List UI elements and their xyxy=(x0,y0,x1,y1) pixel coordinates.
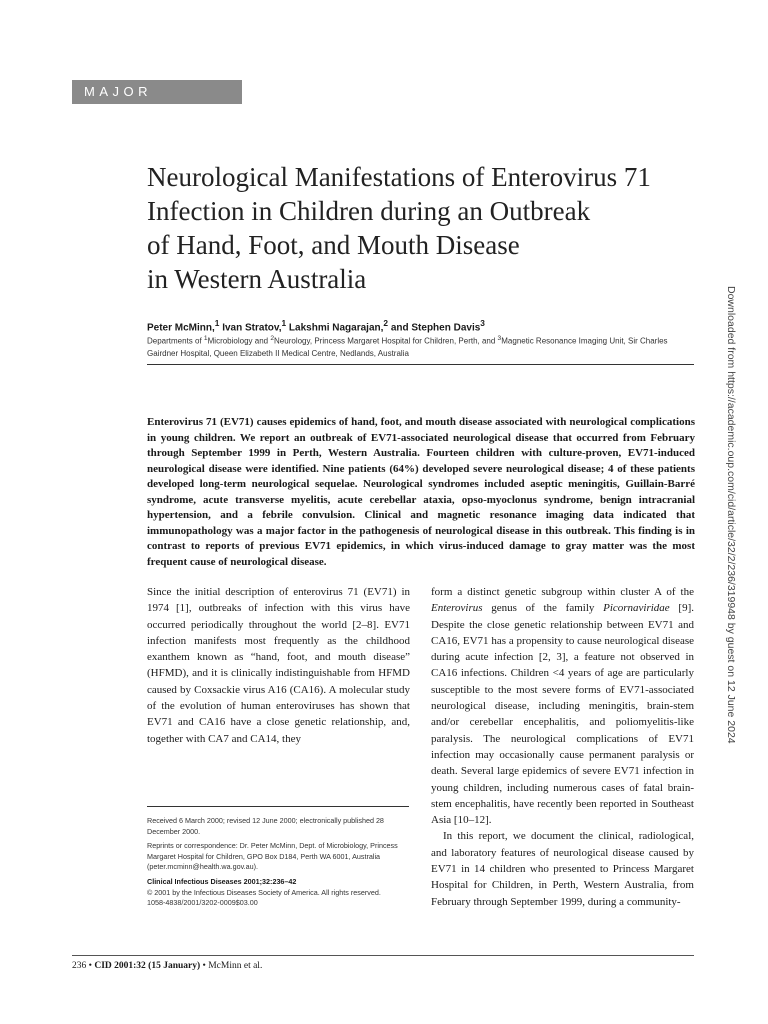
running-footer xyxy=(72,961,262,971)
footer-divider xyxy=(72,955,694,956)
author-name: and Stephen Davis xyxy=(388,322,481,334)
author-affiliation-mark: 1 xyxy=(281,318,287,328)
affiliation-text: Magnetic Resonance Imaging Unit, Sir Charles Gairdner Hospital, Queen Elizabeth II Medical Centre, Nedlands, Australia xyxy=(147,336,668,359)
body-paragraph: In this report, we document the clinical, radiological, and laboratory features of neurological disease caused by EV71 in 14 children who presented to Princess Margaret Hospital for Children, in Perth, Western Australia, from February through September 1999, during a community- xyxy=(431,830,694,908)
body-text: [9]. Despite the close genetic relationship between EV71 and CA16, EV71 has a propensity to cause neurological disease during acute infection [2, 3], a feature not observed in CA16 infections. Children <4 years of age are particularly susceptible to the most severe forms of EV71-associated neurological disease, including meningitis, brain-stem and/or cerebellar encephalitis, and poliomyelitis-like paralysis. The neurological complications of EV71 infection may occasionally cause permanent paralysis or death. Several large epidemics of severe EV71 infection in young children, including numerous cases of fatal brain-stem encephalitis, have recently been reported in Southeast Asia [10–12]. xyxy=(431,602,694,827)
body-paragraph: Since the initial description of enterovirus 71 (EV71) in 1974 [1], outbreaks of infection with this virus have occurred periodically throughout the world [2–8]. EV71 infection manifests most frequently as the childhood exanthem known as “hand, foot, and mouth disease” (HFMD), and it is clinically indistinguishable from HFMD caused by Coxsackie virus A16 (CA16). A molecular study of the evolution of human enteroviruses has shown that EV71 and CA16 have a close genetic relationship, and, together with CA7 and CA14, they xyxy=(147,586,410,745)
affiliation-text: Microbiology and xyxy=(207,336,271,346)
body-text: form a distinct genetic subgroup within cluster A of the xyxy=(431,586,694,598)
body-column-right xyxy=(431,584,694,910)
title-line: Neurological Manifestations of Enterovirus 71 xyxy=(147,162,651,192)
affiliation-text: Neurology, Princess Margaret Hospital for Children, Perth, and xyxy=(274,336,498,346)
body-paragraph xyxy=(431,584,694,828)
body-column-left xyxy=(147,584,410,747)
author-affiliation-mark: 1 xyxy=(214,318,220,328)
author-list xyxy=(147,318,485,333)
author-name: Peter McMinn, xyxy=(147,322,215,334)
footer-separator: • xyxy=(86,961,95,971)
affiliation-mark: 2 xyxy=(270,335,275,342)
download-watermark: Downloaded from https://academic.oup.com/cid/article/32/2/236/319948 by guest on 12 June 2024 xyxy=(725,286,737,744)
footnote-reprints: Reprints or correspondence: Dr. Peter McMinn, Dept. of Microbiology, Princess Margaret Hospital for Children, GPO Box D184, Perth WA 6001, Australia (peter.mcminn@health.wa.gov.au). xyxy=(147,841,398,872)
title-line: of Hand, Foot, and Mouth Disease xyxy=(147,230,520,260)
article-title xyxy=(147,160,707,296)
title-line: in Western Australia xyxy=(147,264,367,294)
article-type-banner: MAJOR ARTICLE xyxy=(72,80,242,104)
author-name: Ivan Stratov, xyxy=(219,322,282,334)
journal-citation: CID 2001:32 (15 January) xyxy=(94,961,201,971)
author-affiliation-mark: 2 xyxy=(383,318,389,328)
affiliation-text: Departments of xyxy=(147,336,204,346)
page-number: 236 xyxy=(72,961,87,971)
footnote-divider xyxy=(147,806,409,807)
body-text-italic: Picornaviridae xyxy=(603,602,670,615)
footnote-journal: Clinical Infectious Diseases 2001;32:236–42 xyxy=(147,876,297,886)
body-text: genus of the family xyxy=(482,602,604,615)
author-affiliations xyxy=(147,333,695,361)
running-author: McMinn et al. xyxy=(208,961,263,971)
footnote-copyright: © 2001 by the Infectious Diseases Society of America. All rights reserved. xyxy=(147,887,381,897)
footnotes xyxy=(147,816,410,909)
footer-separator: • xyxy=(200,961,209,971)
abstract: Enterovirus 71 (EV71) causes epidemics of hand, foot, and mouth disease associated with neurological complications in young children. We report an outbreak of EV71-associated neurological disease that occurred from February through September 1999 in Perth, Western Australia. Fourteen children with culture-proven, EV71-induced neurological disease were identified. Nine patients (64%) developed severe neurological disease; 4 of these patients developed long-term neurological sequelae. Neurological syndromes included aseptic meningitis, Guillain-Barré syndrome, acute transverse myelitis, acute cerebellar ataxia, opso-myoclonus syndrome, benign intracranial hypertension, and a febrile convulsion. Clinical and magnetic resonance imaging data indicated that immunopathology was a major factor in the pathogenesis of neurological disease in this outbreak. This finding is in contrast to reports of previous EV71 epidemics, in which virus-induced damage to gray matter was the most frequent cause of neurological disease. xyxy=(147,416,695,568)
affiliation-mark: 3 xyxy=(497,335,502,342)
title-line: Infection in Children during an Outbreak xyxy=(147,196,591,226)
author-affiliation-mark: 3 xyxy=(480,318,485,328)
affiliation-mark: 1 xyxy=(203,335,208,342)
body-text-italic: Enterovirus xyxy=(431,602,483,615)
footnote-issn: 1058-4838/2001/3202-0009$03.00 xyxy=(147,898,258,908)
footnote-received: Received 6 March 2000; revised 12 June 2000; electronically published 28 December 2000. xyxy=(147,816,384,836)
header-divider xyxy=(147,364,694,365)
author-name: Lakshmi Nagarajan, xyxy=(286,322,384,334)
